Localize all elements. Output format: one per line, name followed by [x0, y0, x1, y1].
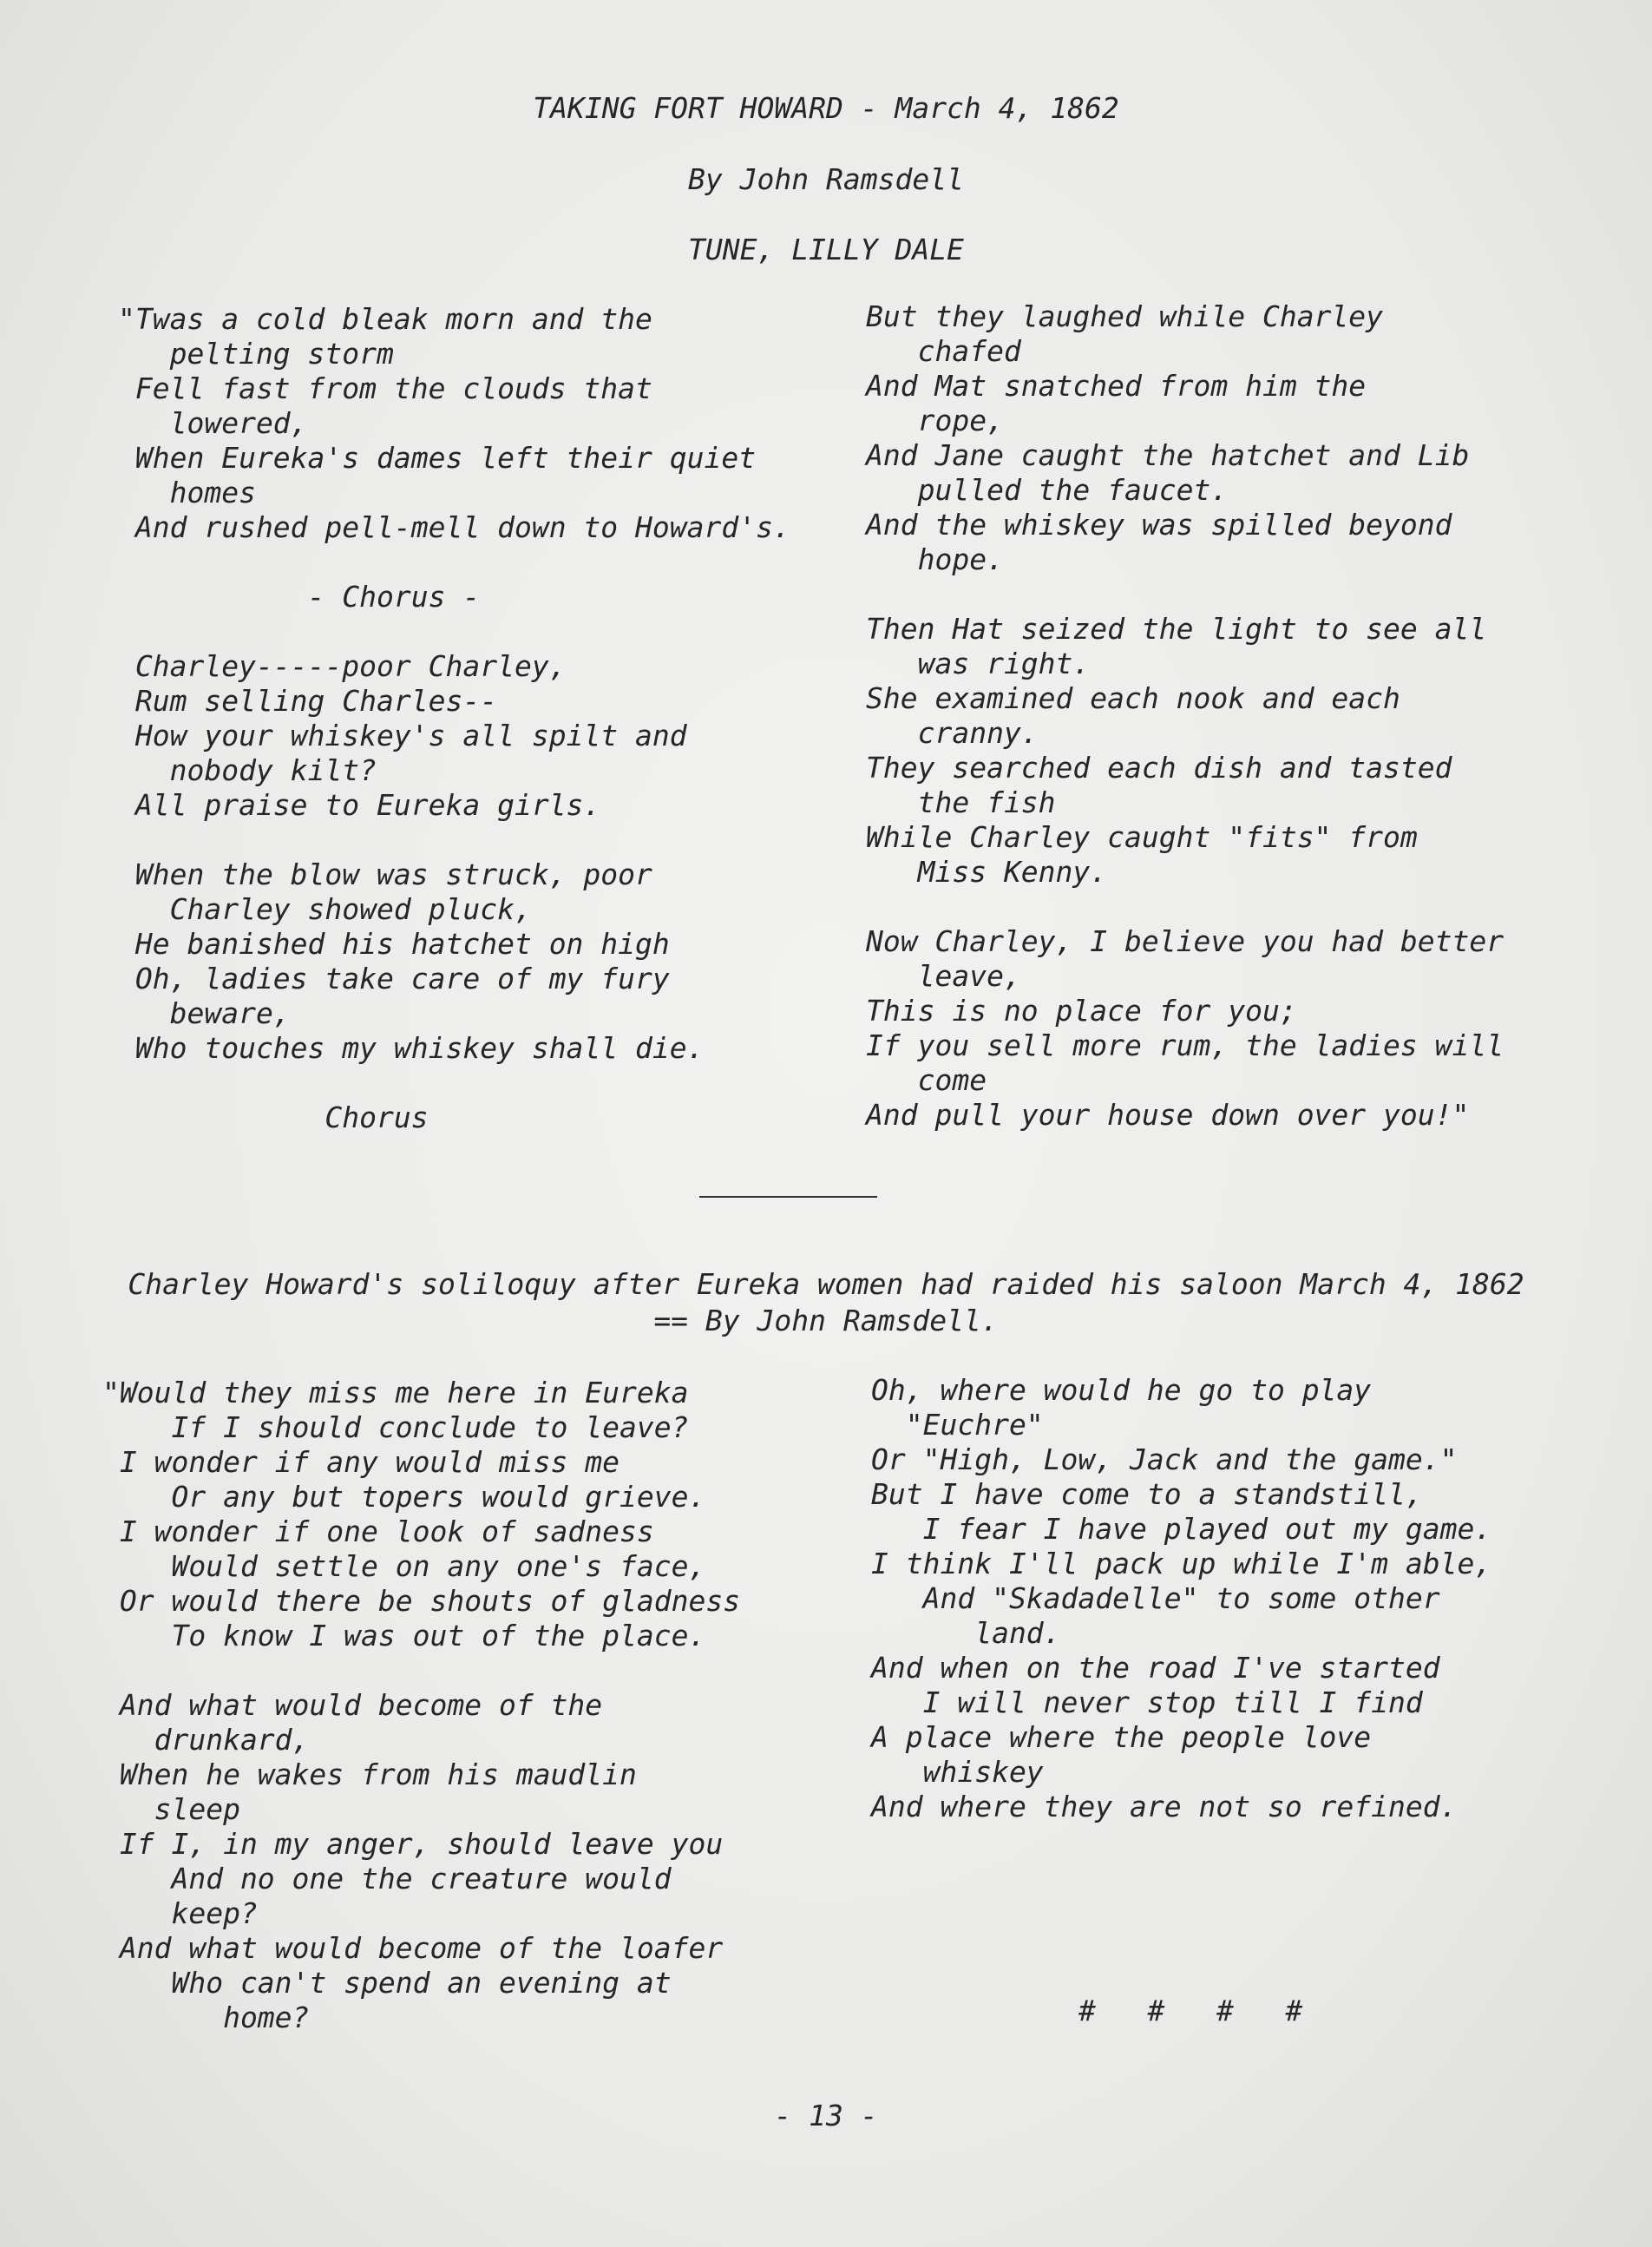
- verse-line: [118, 545, 790, 580]
- verse-line: was right.: [866, 647, 1091, 680]
- verse-line: [118, 823, 790, 857]
- verse-line: This is no place for you;: [866, 994, 1297, 1028]
- verse-line: Who touches my whiskey shall die.: [118, 1031, 705, 1065]
- verse-line: lowered,: [118, 406, 308, 440]
- verse-line: Oh, ladies take care of my fury: [118, 962, 670, 995]
- verse-line: [102, 1653, 740, 1688]
- verse-line: beware,: [118, 996, 291, 1030]
- verse-line: And what would become of the: [102, 1688, 603, 1722]
- verse-line: [866, 890, 1504, 924]
- chorus-label: Chorus: [118, 1101, 429, 1134]
- verse-line: I will never stop till I find: [871, 1685, 1423, 1719]
- verse-line: Charley-----poor Charley,: [118, 649, 567, 683]
- verse-line: [118, 614, 790, 649]
- verse-line: cranny.: [866, 716, 1039, 750]
- verse-line: I think I'll pack up while I'm able,: [871, 1547, 1492, 1580]
- verse-line: Then Hat seized the light to see all: [866, 612, 1487, 646]
- verse-line: Miss Kenny.: [866, 855, 1108, 889]
- verse-line: chafed: [866, 334, 1021, 368]
- verse-line: When he wakes from his maudlin: [102, 1758, 637, 1791]
- song1-right-column: [866, 299, 1504, 1133]
- verse-line: How your whiskey's all spilt and: [118, 719, 687, 752]
- verse-line: pulled the faucet.: [866, 473, 1229, 507]
- verse-line: "Would they miss me here in Eureka: [102, 1376, 689, 1409]
- verse-line: Or "High, Low, Jack and the game.": [871, 1442, 1458, 1476]
- end-marks: # # # #: [1078, 1994, 1303, 2027]
- verse-line: Charley showed pluck,: [118, 892, 532, 926]
- verse-line: Would settle on any one's face,: [102, 1549, 706, 1583]
- verse-line: home?: [102, 2001, 310, 2034]
- song2-left-column: [102, 1376, 740, 2035]
- verse-line: drunkard,: [102, 1723, 310, 1757]
- verse-line: I wonder if any would miss me: [102, 1445, 620, 1479]
- verse-line: And rushed pell-mell down to Howard's.: [118, 510, 790, 544]
- verse-line: Fell fast from the clouds that: [118, 371, 652, 405]
- song-tune: TUNE, LILLY DALE: [688, 233, 964, 266]
- verse-line: homes: [118, 476, 256, 509]
- song2-right-column: [871, 1373, 1491, 1824]
- verse-line: hope.: [866, 542, 1004, 576]
- verse-line: And "Skadadelle" to some other: [871, 1581, 1440, 1615]
- verse-line: And when on the road I've started: [871, 1651, 1440, 1685]
- verse-line: They searched each dish and tasted: [866, 751, 1452, 785]
- verse-line: "Euchre": [871, 1408, 1044, 1442]
- verse-line: If I, in my anger, should leave you: [102, 1827, 724, 1861]
- verse-line: whiskey: [871, 1755, 1044, 1789]
- section-divider: [699, 1196, 877, 1198]
- verse-line: leave,: [866, 959, 1021, 993]
- verse-line: When Eureka's dames left their quiet: [118, 441, 757, 475]
- verse-line: Or any but topers would grieve.: [102, 1480, 706, 1514]
- verse-line: come: [866, 1063, 987, 1097]
- verse-line: Now Charley, I believe you had better: [866, 924, 1504, 958]
- verse-line: land.: [871, 1616, 1061, 1650]
- verse-line: And where they are not so refined.: [871, 1790, 1458, 1823]
- verse-line: She examined each nook and each: [866, 681, 1400, 715]
- verse-line: [866, 577, 1504, 612]
- verse-line: And Mat snatched from him the: [866, 369, 1367, 403]
- song1-left-column: [118, 302, 790, 1135]
- verse-line: "Twas a cold bleak morn and the: [118, 302, 652, 336]
- verse-line: All praise to Eureka girls.: [118, 788, 601, 822]
- verse-line: When the blow was struck, poor: [118, 857, 652, 891]
- verse-line: the fish: [866, 785, 1056, 819]
- verse-line: sleep: [102, 1792, 240, 1826]
- verse-line: But they laughed while Charley: [866, 299, 1384, 333]
- verse-line: I wonder if one look of sadness: [102, 1514, 654, 1548]
- verse-line: And the whiskey was spilled beyond: [866, 508, 1452, 542]
- verse-line: I fear I have played out my game.: [871, 1512, 1492, 1546]
- verse-line: And Jane caught the hatchet and Lib: [866, 438, 1470, 472]
- verse-line: Or would there be shouts of gladness: [102, 1584, 741, 1618]
- verse-line: If I should conclude to leave?: [102, 1410, 689, 1444]
- verse-line: nobody kilt?: [118, 753, 377, 787]
- verse-line: [118, 1066, 790, 1101]
- verse-line: pelting storm: [118, 337, 394, 371]
- verse-line: He banished his hatchet on high: [118, 927, 670, 961]
- page-number: - 13 -: [774, 2099, 878, 2132]
- verse-line: And no one the creature would: [102, 1862, 672, 1895]
- soliloquy-byline: == By John Ramsdell.: [653, 1304, 999, 1337]
- verse-line: Rum selling Charles--: [118, 684, 498, 718]
- chorus-label: - Chorus -: [118, 580, 481, 614]
- verse-line: A place where the people love: [871, 1720, 1372, 1754]
- verse-line: If you sell more rum, the ladies will: [866, 1028, 1504, 1062]
- song-byline: By John Ramsdell: [688, 162, 964, 196]
- verse-line: And pull your house down over you!": [866, 1098, 1470, 1132]
- verse-line: Who can't spend an evening at: [102, 1966, 672, 2000]
- verse-line: rope,: [866, 404, 1004, 437]
- song-title: TAKING FORT HOWARD - March 4, 1862: [533, 91, 1119, 125]
- verse-line: keep?: [102, 1896, 258, 1930]
- verse-line: And what would become of the loafer: [102, 1931, 724, 1965]
- verse-line: Oh, where would he go to play: [871, 1373, 1372, 1407]
- soliloquy-heading: Charley Howard's soliloquy after Eureka women had raided his saloon March 4, 1862: [128, 1267, 1524, 1301]
- verse-line: But I have come to a standstill,: [871, 1477, 1423, 1511]
- verse-line: To know I was out of the place.: [102, 1619, 706, 1652]
- verse-line: While Charley caught "fits" from: [866, 820, 1418, 854]
